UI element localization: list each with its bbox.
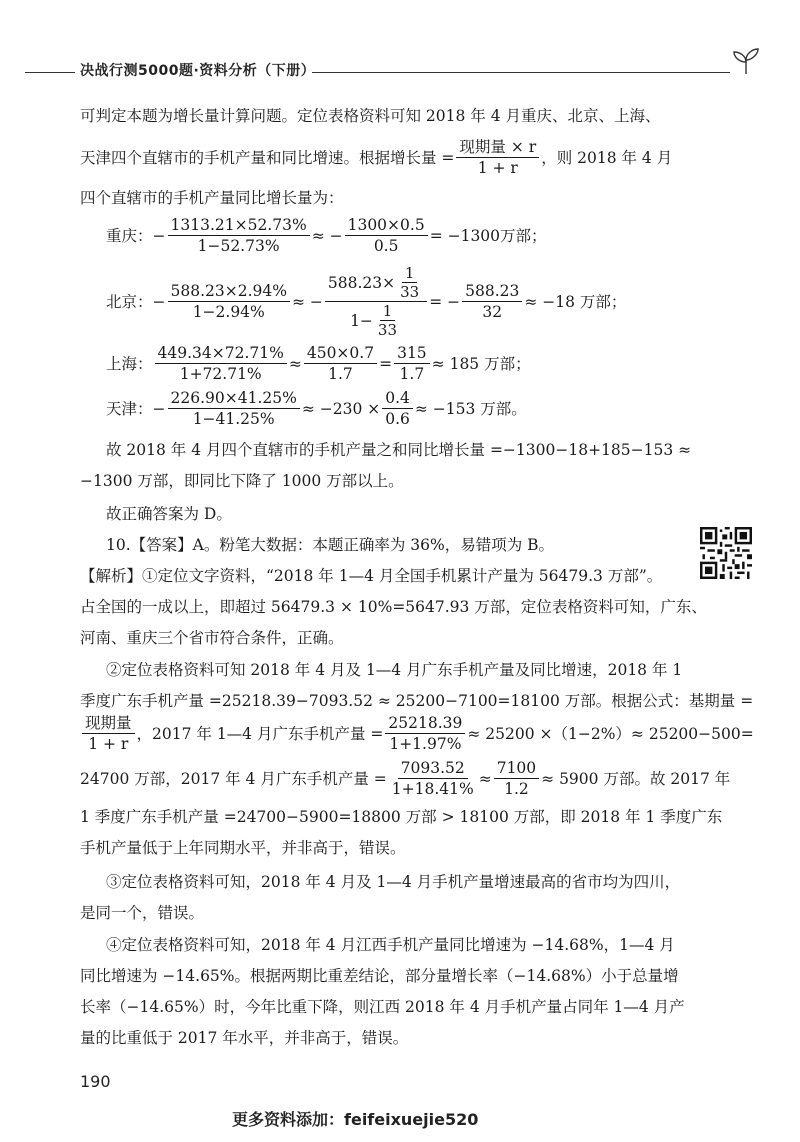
qr-code-icon[interactable] [700,527,752,579]
running-header-title: 决战行测5000题·资料分析（下册） [80,63,316,79]
equation-shanghai [106,343,531,384]
denominator: 1−52.73% [197,237,280,255]
fraction [494,758,539,799]
denominator: 33 [400,283,420,301]
fraction [155,343,287,384]
paragraph-line: 是同一个，错误。 [80,904,205,922]
numerator: 0.4 [382,388,413,409]
denominator [347,302,405,339]
paragraph-line: ④定位表格资料可知，2018 年 4 月江西手机产量同比增速为 −14.68%，1—4 月 [106,936,675,954]
denominator: 1.2 [504,780,529,798]
result: ≈ −18 万部； [524,292,627,311]
result: = −1300万部； [429,226,547,245]
paragraph-line: 量的比重低于 2017 年水平，并非高于，错误。 [80,1029,409,1047]
base-period-formula-line [80,713,754,754]
fraction [382,388,413,429]
numerator: 449.34×72.71% [155,343,287,364]
numerator: 1 [380,302,396,321]
page-number: 190 [80,1072,111,1091]
numerator: 7093.52 [398,758,468,779]
fraction [168,388,300,429]
fraction [456,137,539,178]
numerator: 1313.21×52.73% [168,215,310,236]
operator: ≈ − [291,292,323,311]
footer-note: 更多资料添加：feifeixuejie520 [232,1110,479,1129]
equation-tianjin [106,388,527,429]
denominator: 1.7 [328,365,353,383]
paragraph-line: 四个直辖市的手机产量同比增长量为： [80,189,344,207]
numerator: 588.23 [462,281,522,302]
fraction [389,758,477,799]
paragraph-line: 1 季度广东手机产量 =24700−5900=18800 万部 > 18100 万部，即 2018 年 1 季度广东 [80,808,723,826]
paragraph-line: −1300 万部，即同比下降了 1000 万部以上。 [80,472,404,490]
numerator: 25218.39 [385,713,465,734]
fraction [168,281,290,322]
denominator: 33 [377,321,398,339]
header-rule-left [25,72,75,73]
denominator: 1.7 [399,365,425,383]
text: ，则 2018 年 4 月 [541,148,673,167]
april-output-formula-line [80,758,730,799]
result: ≈ −153 万部。 [414,399,527,418]
fraction [345,215,428,256]
paragraph-line: 故 2018 年 4 月四个直辖市的手机产量之和同比增长量 =−1300−18+185−153 ≈ [106,441,692,459]
numerator: 588.23×2.94% [168,281,290,302]
text: ，2017 年 1—4 月广东手机产量 = [136,724,384,743]
numerator: 现期量 [82,713,135,734]
operator: ≈ [288,354,302,373]
paragraph-line: 占全国的一成以上，即超过 56479.3 × 10%=5647.93 万部，定位表格资料可知，广东、 [80,598,707,616]
fraction [82,713,135,754]
analysis-line: 【解析】①定位文字资料，“2018 年 1—4 月全国手机累计产量为 56479.3 万部”。 [80,567,663,585]
city-label: 上海： [106,354,153,373]
city-label: 重庆：− [106,226,166,245]
text: 天津四个直辖市的手机产量和同比增速。根据增长量 = [80,148,455,167]
numerator: 7100 [494,758,539,779]
equation-chongqing [106,215,547,256]
fraction [394,343,430,384]
denominator: 0.6 [385,410,410,428]
operator: ≈ − [311,226,343,245]
denominator: 32 [482,303,503,321]
denominator: 1+1.97% [389,735,462,753]
fraction [375,302,400,339]
denominator: 1−41.25% [192,410,275,428]
paragraph-line: ②定位表格资料可知 2018 年 4 月及 1—4 月广东手机产量及同比增速，2018 年 1 [106,661,683,679]
denominator: 0.5 [373,237,399,255]
denominator: 1−2.94% [192,303,265,321]
denominator: 1+72.71% [179,365,262,383]
paragraph-line: ③定位表格资料可知，2018 年 4 月及 1—4 月手机产量增速最高的省市均为四川， [106,873,681,891]
text: 588.23× [327,273,396,292]
denominator: 1+18.41% [391,780,474,798]
paragraph-line: 同比增速为 −14.65%。根据两期比重差结论，部分量增长率（−14.68%）小于总量增 [80,967,679,985]
growth-formula-line [80,137,672,178]
city-label: 天津：− [106,399,166,418]
operator: = − [429,292,461,311]
numerator: 226.90×41.25% [168,388,300,409]
result: ≈ 185 万部； [431,354,531,373]
header-rule-right [312,72,730,73]
answer-line: 故正确答案为 D。 [106,505,232,523]
operator: ≈ [478,769,492,788]
fraction [304,343,377,384]
text: 24700 万部，2017 年 4 月广东手机产量 = [80,769,387,788]
paragraph-line: 季度广东手机产量 =25218.39−7093.52 ≈ 25200−7100=18100 万部。根据公式：基期量 = [80,692,754,710]
equation-beijing [106,264,626,339]
city-label: 北京：− [106,292,166,311]
numerator: 现期量 × r [456,137,539,158]
operator: ≈ −230 × [301,399,381,418]
numerator [325,264,427,302]
denominator: 1 + r [477,159,518,177]
text: ≈ 25200 ×（1−2%）≈ 25200−500= [467,724,754,743]
numerator: 1 [402,264,418,283]
denominator: 1 + r [88,735,129,753]
sprout-icon [728,44,764,80]
fraction [462,281,522,322]
paragraph-line: 可判定本题为增长量计算问题。定位表格资料可知 2018 年 4 月重庆、北京、上海、 [80,107,661,125]
fraction [385,713,465,754]
fraction [168,215,310,256]
text: ≈ 5900 万部。故 2017 年 [541,769,731,788]
fraction [397,264,422,301]
paragraph-line: 长率（−14.65%）时，今年比重下降，则江西 2018 年 4 月手机产量占同年 1—4 月产 [80,998,685,1016]
numerator: 450×0.7 [304,343,377,364]
numerator: 1300×0.5 [345,215,428,236]
compound-fraction [325,264,427,339]
text: 1− [350,311,373,330]
numerator: 315 [394,343,430,364]
operator: = [379,354,393,373]
paragraph-line: 手机产量低于上年同期水平，并非高于，错误。 [80,839,406,857]
question-answer-header: 10.【答案】A。粉笔大数据：本题正确率为 36%，易错项为 B。 [106,536,555,554]
paragraph-line: 河南、重庆三个省市符合条件，正确。 [80,629,344,647]
